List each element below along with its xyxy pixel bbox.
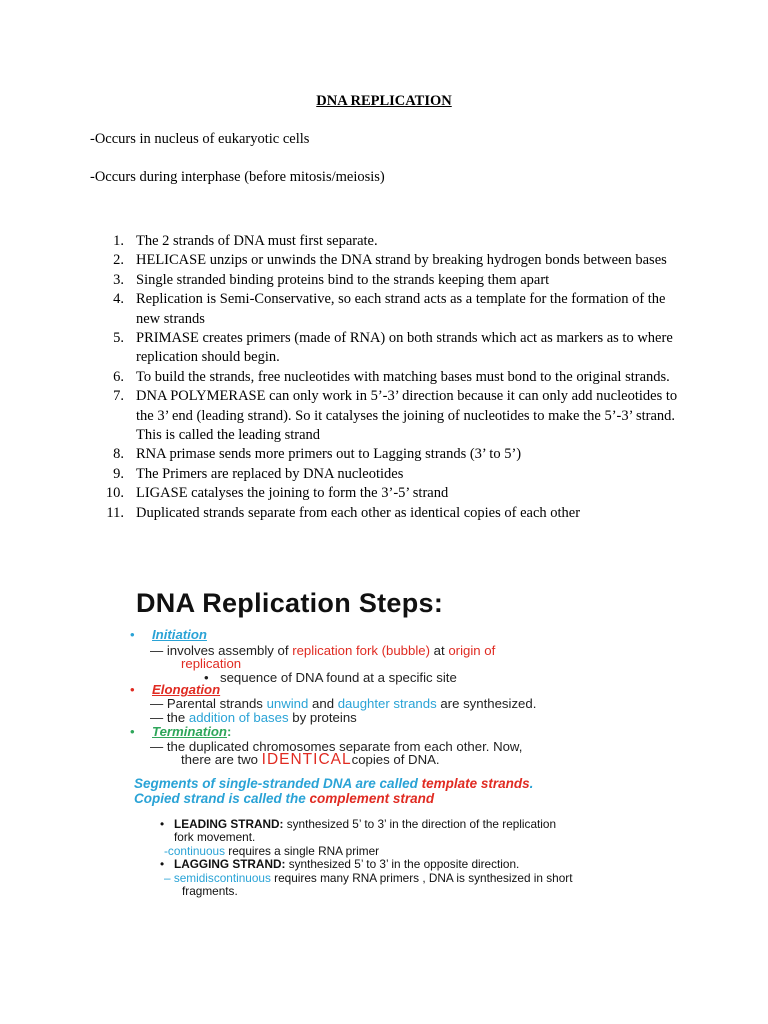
list-item [90,387,680,445]
step-text: Replication is Semi-Conservative, so each strand acts as a template for the formation of the new strands [136,291,666,327]
elongation-label: Elongation [152,682,221,697]
text-span: Parental strands [166,696,267,711]
step-text: LIGASE catalyses the joining to form the 3’-5’ strand [136,485,449,502]
text-span: the [166,710,189,725]
text-span: sequence of DNA found at a specific site [220,670,457,685]
text-span: are synthesized. [436,696,537,711]
dash-icon: — [150,696,164,711]
text-span: Segments of single-stranded DNA are called [134,776,422,791]
list-item [90,271,680,290]
identical-term: IDENTICAL [261,751,352,768]
step-number: 10. [105,485,124,502]
origin-term: origin of [448,643,496,658]
step-text: HELICASE unzips or unwinds the DNA strand by breaking hydrogen bonds between bases [136,252,667,269]
bullet-icon: • [130,627,135,642]
step-text: RNA primase sends more primers out to Lagging strands (3’ to 5’) [136,446,522,463]
lagging-strand-line [160,857,519,872]
list-item [90,445,680,464]
text-span: Copied strand is called the [134,791,310,806]
step-number: 9. [113,465,124,482]
list-item [90,368,680,387]
complement-strand-note [134,791,434,806]
initiation-line-2: replication [181,656,242,671]
leading-strand-label: LEADING STRAND: [174,817,284,831]
intro-line-interphase: -Occurs during interphase (before mitosis/meiosis) [90,169,385,185]
text-span: involves assembly of [166,643,293,658]
initiation-sub [204,670,457,685]
step-text: The Primers are replaced by DNA nucleotides [136,465,404,482]
list-item [90,465,680,484]
step-text: DNA POLYMERASE can only work in 5’-3’ direction because it can only add nucleotides to the 3’ end (leading strand). So it catalyses the joining of nucleotides to make the 5’-3’ strand. This is called the leading strand [136,388,678,444]
step-number: 2. [113,252,124,269]
replication-steps-list [90,232,680,523]
step-text: Duplicated strands separate from each other as identical copies of each other [136,504,581,521]
step-number: 6. [113,368,124,385]
daughter-strands-term: daughter strands [337,696,437,711]
text-span: copies of DNA. [351,752,440,767]
text-span: requires many RNA primers , DNA is synthesized in short [270,871,573,885]
text-span: synthesized 5’ to 3’ in the opposite direction. [285,857,520,871]
step-text: To build the strands, free nucleotides with matching bases must bond to the original strands. [136,368,670,385]
bullet-icon: • [130,724,135,739]
text-span: by proteins [288,710,357,725]
termination-label: Termination [152,724,227,739]
list-item [90,484,680,503]
list-item [90,251,680,270]
addition-of-bases-term: addition of bases [188,710,289,725]
continuous-term: -continuous [164,844,225,858]
text-span: and [308,696,338,711]
leading-strand-cont: fork movement. [174,830,256,844]
dash-icon: — [150,739,164,754]
bullet-icon: • [204,670,209,685]
elongation-heading [130,682,220,697]
intro-line-nucleus: -Occurs in nucleus of eukaryotic cells [90,131,310,147]
step-number: 4. [113,291,124,308]
initiation-heading [130,627,207,642]
semidiscontinuous-term: semidiscontinuous [173,871,271,885]
semidiscontinuous-cont: fragments. [182,884,238,898]
text-span: synthesized 5’ to 3’ in the direction of the replication [283,817,557,831]
elongation-line-2 [150,710,357,725]
list-item [90,504,680,523]
list-item [90,329,680,368]
bullet-icon: • [160,857,165,871]
step-text: The 2 strands of DNA must first separate. [136,233,378,249]
unwind-term: unwind [266,696,309,711]
step-number: 7. [113,388,124,405]
text-span: the duplicated chromosomes separate from each other. Now, [166,739,523,754]
step-number: 11. [106,504,124,521]
step-number: 3. [113,271,124,288]
replication-steps-slide [126,588,686,908]
termination-line-2 [181,752,440,767]
text-span: . [529,776,534,791]
step-number: 5. [113,330,124,347]
text-span: there are two [181,752,262,767]
step-number: 8. [113,446,124,463]
complement-strand-term: complement strand [309,791,435,806]
termination-colon: : [226,724,232,739]
document-title: DNA REPLICATION [316,93,452,109]
slide-title: DNA Replication Steps: [136,588,444,618]
template-strands-term: template strands [421,776,530,791]
elongation-line-1 [150,696,536,711]
text-span: at [430,643,449,658]
step-number: 1. [113,233,124,249]
text-span: requires a single RNA primer [225,844,380,858]
template-strands-note [134,776,533,791]
bullet-icon: • [160,817,165,831]
dash-icon: — [150,710,164,725]
termination-heading [130,724,231,739]
initiation-label: Initiation [152,627,207,642]
replication-fork-term: replication fork (bubble) [292,643,431,658]
step-text: PRIMASE creates primers (made of RNA) on both strands which act as markers as to where replication should begin. [136,330,673,366]
list-item [90,232,680,251]
dash-icon: — [150,643,164,658]
bullet-icon: • [130,682,135,697]
lagging-strand-label: LAGGING STRAND: [174,857,286,871]
list-item [90,290,680,329]
dash-icon: – [164,871,171,885]
step-text: Single stranded binding proteins bind to the strands keeping them apart [136,271,550,288]
